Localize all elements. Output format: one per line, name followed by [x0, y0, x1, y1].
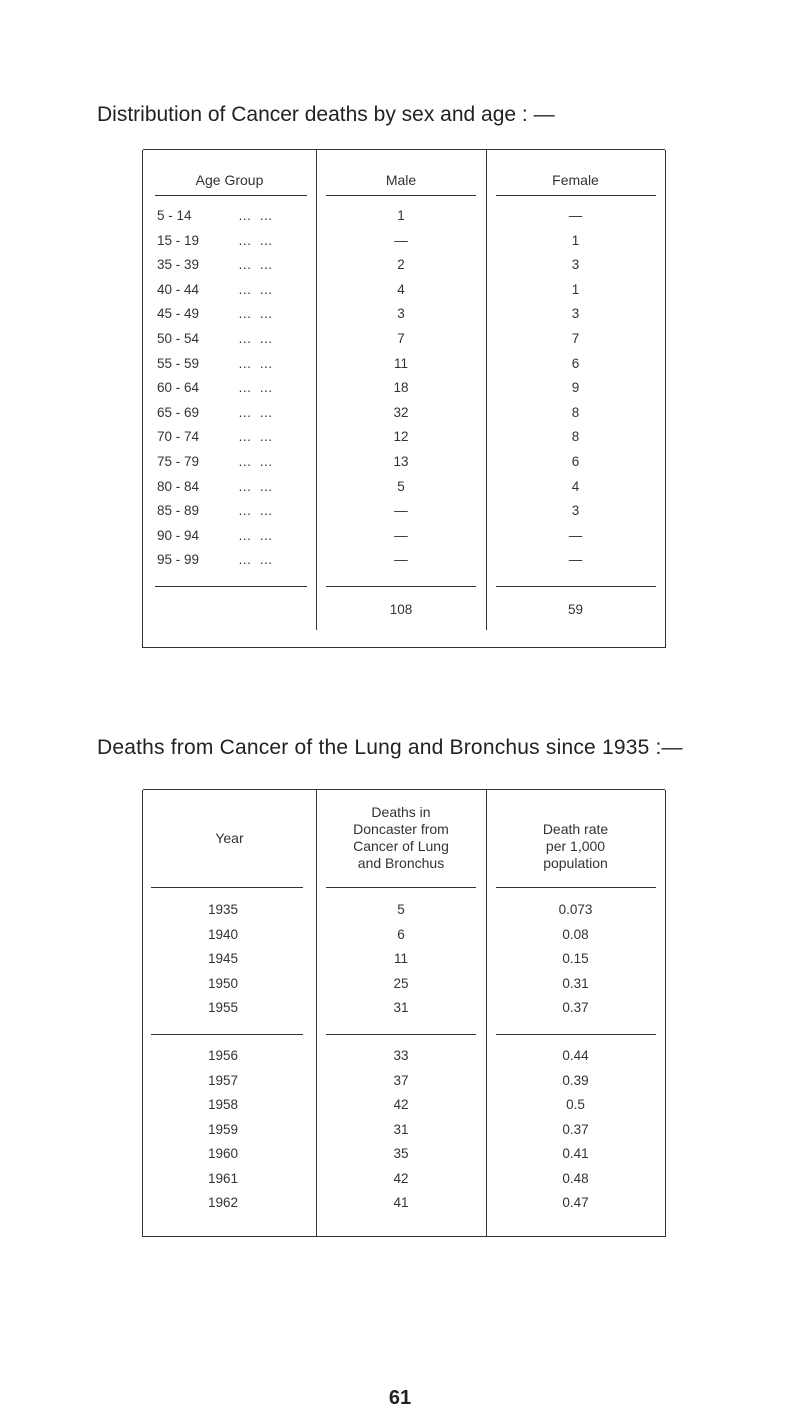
- male-count-cell: 3: [397, 306, 405, 322]
- table-row: [143, 208, 665, 230]
- male-count-cell: 2: [397, 257, 405, 273]
- male-count-cell: —: [394, 527, 408, 543]
- table-row: [143, 1195, 665, 1217]
- death-rate-cell: 0.39: [562, 1072, 589, 1088]
- header-rule: [151, 887, 303, 888]
- cancer-deaths-by-sex-age-table: [142, 150, 666, 648]
- header-deaths-doncaster: Deaths in Doncaster from Cancer of Lung and Bronchus: [353, 804, 449, 871]
- death-rate-cell: 0.073: [558, 902, 593, 917]
- age-group-cell: 65 - 69: [157, 404, 200, 420]
- death-rate-cell: 0.37: [562, 1000, 589, 1015]
- female-count-cell: 3: [571, 503, 580, 519]
- year-cell: 1956: [207, 1048, 239, 1063]
- cancer-deaths-sex-age-title: Distribution of Cancer deaths by sex and age : —: [97, 103, 555, 126]
- totals-row: [143, 602, 665, 624]
- age-group-cell: 85 - 89: [157, 503, 200, 519]
- female-count-cell: —: [568, 208, 583, 223]
- year-cell: 1940: [207, 926, 239, 942]
- year-cell: 1957: [207, 1072, 239, 1088]
- table-row: [143, 405, 665, 427]
- year-cell: 1945: [207, 951, 239, 966]
- female-count-cell: 3: [571, 257, 580, 273]
- male-count-cell: 5: [397, 478, 405, 494]
- group-rule: [496, 1034, 656, 1035]
- age-group-cell: 80 - 84: [157, 478, 200, 494]
- header-rule: [155, 195, 307, 196]
- table-row: [143, 552, 665, 574]
- leader-dots: … …: [238, 552, 275, 568]
- male-count-cell: 1: [397, 208, 405, 223]
- year-cell: 1958: [207, 1097, 239, 1112]
- table-row: [143, 233, 665, 255]
- table-row: [143, 429, 665, 451]
- male-count-cell: 7: [397, 331, 405, 346]
- death-rate-cell: 0.08: [562, 926, 589, 942]
- table-top-rule: [143, 789, 665, 790]
- table-row: [143, 257, 665, 279]
- male-count-cell: 18: [393, 380, 409, 396]
- deaths-cell: 37: [393, 1072, 409, 1088]
- table-row: [143, 454, 665, 476]
- male-count-cell: 11: [393, 355, 408, 371]
- male-count-cell: 32: [393, 404, 409, 420]
- male-count-cell: —: [394, 232, 408, 248]
- death-rate-cell: 0.48: [562, 1170, 589, 1186]
- leader-dots: … …: [238, 281, 275, 297]
- female-count-cell: 8: [571, 429, 580, 445]
- deaths-cell: 33: [393, 1048, 409, 1063]
- male-count-cell: 4: [397, 281, 405, 297]
- totals-rule: [496, 586, 656, 587]
- leader-dots: … …: [238, 404, 275, 420]
- lung-cancer-deaths-title: Deaths from Cancer of the Lung and Bronchus since 1935 :—: [97, 736, 683, 759]
- death-rate-cell: 0.15: [562, 951, 589, 966]
- age-group-cell: 5 - 14: [157, 208, 192, 223]
- age-group-cell: 95 - 99: [157, 552, 200, 568]
- age-group-cell: 50 - 54: [157, 331, 200, 346]
- male-count-cell: 13: [393, 454, 409, 469]
- year-cell: 1961: [207, 1170, 239, 1186]
- totals-rule: [326, 586, 476, 587]
- leader-dots: … …: [238, 454, 275, 469]
- leader-dots: … …: [238, 208, 275, 223]
- age-group-cell: 60 - 64: [157, 380, 200, 396]
- table-row: [143, 976, 665, 998]
- age-group-cell: 75 - 79: [157, 454, 200, 469]
- table-row: [143, 503, 665, 525]
- table-row: [143, 1073, 665, 1095]
- table-row: [143, 479, 665, 501]
- leader-dots: … …: [238, 503, 275, 519]
- age-group-cell: 45 - 49: [157, 306, 200, 322]
- age-group-cell: 40 - 44: [157, 281, 200, 297]
- leader-dots: … …: [238, 331, 275, 346]
- table-row: [143, 331, 665, 353]
- age-group-cell: 15 - 19: [157, 232, 200, 248]
- year-cell: 1955: [207, 1000, 239, 1015]
- header-rule: [326, 887, 476, 888]
- female-count-cell: 9: [571, 380, 580, 396]
- age-group-cell: 35 - 39: [157, 257, 200, 273]
- table-row: [143, 1146, 665, 1168]
- table-row: [143, 927, 665, 949]
- death-rate-cell: 0.31: [562, 975, 589, 991]
- lung-bronchus-deaths-table: [142, 790, 666, 1237]
- header-rule: [496, 887, 656, 888]
- table-row: [143, 306, 665, 328]
- year-cell: 1960: [207, 1146, 239, 1161]
- totals-rule: [155, 586, 307, 587]
- female-count-cell: 8: [571, 404, 580, 420]
- female-count-cell: —: [568, 552, 583, 568]
- death-rate-cell: 0.5: [566, 1097, 585, 1112]
- male-count-cell: 12: [393, 429, 409, 445]
- death-rate-cell: 0.41: [562, 1146, 589, 1161]
- deaths-cell: 42: [393, 1097, 409, 1112]
- header-female: Female: [552, 172, 599, 188]
- group-rule: [151, 1034, 303, 1035]
- year-cell: 1959: [207, 1121, 239, 1137]
- table-row: [143, 282, 665, 304]
- female-count-cell: 7: [571, 331, 580, 346]
- deaths-cell: 6: [397, 926, 405, 942]
- leader-dots: … …: [238, 306, 275, 322]
- death-rate-cell: 0.47: [562, 1195, 589, 1210]
- female-count-cell: 1: [571, 281, 580, 297]
- table-row: [143, 356, 665, 378]
- table-row: [143, 951, 665, 973]
- female-count-cell: 6: [571, 454, 580, 469]
- male-count-cell: —: [394, 552, 408, 568]
- table-top-rule: [143, 149, 665, 150]
- deaths-cell: 11: [393, 951, 408, 966]
- age-group-cell: 90 - 94: [157, 527, 200, 543]
- deaths-cell: 31: [393, 1121, 409, 1137]
- leader-dots: … …: [238, 527, 275, 543]
- female-count-cell: 6: [571, 355, 580, 371]
- header-age-group: Age Group: [195, 172, 264, 188]
- female-count-cell: 4: [571, 478, 580, 494]
- female-count-cell: 1: [571, 232, 580, 248]
- deaths-cell: 25: [393, 975, 409, 991]
- leader-dots: … …: [238, 478, 275, 494]
- deaths-cell: 42: [393, 1170, 409, 1186]
- age-group-cell: 70 - 74: [157, 429, 200, 445]
- header-rule: [496, 195, 656, 196]
- table-row: [143, 1171, 665, 1193]
- leader-dots: … …: [238, 257, 275, 273]
- table-row: [143, 1097, 665, 1119]
- deaths-cell: 31: [393, 1000, 409, 1015]
- total-male: 108: [389, 602, 413, 617]
- age-group-cell: 55 - 59: [157, 355, 200, 371]
- total-female: 59: [567, 602, 584, 617]
- year-cell: 1935: [207, 902, 239, 917]
- group-rule: [326, 1034, 476, 1035]
- death-rate-cell: 0.44: [562, 1048, 589, 1063]
- header-death-rate: Death rate per 1,000 population: [542, 821, 609, 871]
- female-count-cell: 3: [571, 306, 580, 322]
- female-count-cell: —: [568, 527, 583, 543]
- header-male: Male: [385, 172, 417, 188]
- year-cell: 1950: [207, 975, 239, 991]
- death-rate-cell: 0.37: [562, 1121, 589, 1137]
- leader-dots: … …: [238, 355, 275, 371]
- leader-dots: … …: [238, 380, 275, 396]
- table-row: [143, 1000, 665, 1022]
- table-row: [143, 528, 665, 550]
- deaths-cell: 35: [393, 1146, 409, 1161]
- table-row: [143, 1048, 665, 1070]
- deaths-cell: 41: [393, 1195, 409, 1210]
- leader-dots: … …: [238, 429, 275, 445]
- header-year: Year: [215, 830, 244, 846]
- table-row: [143, 902, 665, 924]
- year-cell: 1962: [207, 1195, 239, 1210]
- page-number: 61: [388, 1387, 412, 1409]
- male-count-cell: —: [394, 503, 408, 519]
- table-row: [143, 380, 665, 402]
- deaths-cell: 5: [397, 902, 405, 917]
- header-rule: [326, 195, 476, 196]
- leader-dots: … …: [238, 232, 275, 248]
- table-row: [143, 1122, 665, 1144]
